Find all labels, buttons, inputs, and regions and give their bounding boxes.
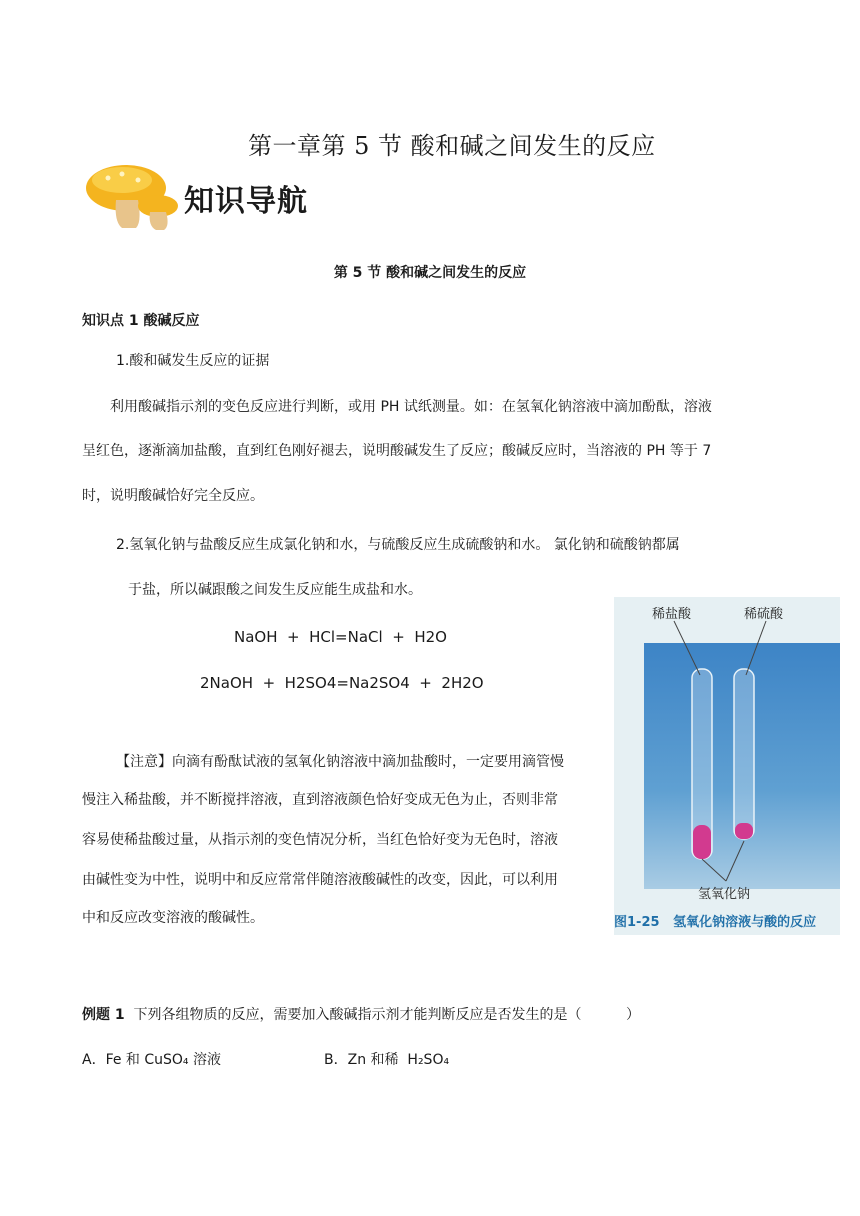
- equation-1: NaOH + HCl=NaCl + H2O: [234, 628, 447, 646]
- figure-caption: 图1-25 氢氧化钠溶液与酸的反应: [614, 915, 817, 930]
- paragraph-line: 时，说明酸碱恰好完全反应。: [82, 488, 264, 504]
- example-label: 例题 1: [82, 1007, 125, 1023]
- example-question: [82, 1004, 640, 1024]
- nav-title: 知识导航: [184, 184, 308, 219]
- knowledge-point-title: 知识点 1 酸碱反应: [82, 313, 200, 329]
- note-line: 由碱性变为中性，说明中和反应常常伴随溶液酸碱性的改变，因此，可以利用: [82, 872, 558, 888]
- mushroom-icon: [86, 150, 182, 234]
- label-naoh: 氢氧化钠: [698, 887, 751, 902]
- paragraph-line: 利用酸碱指示剂的变色反应进行判断，或用 PH 试纸测量。如：在氢氧化钠溶液中滴加酚酞，溶液: [110, 399, 712, 415]
- item2-line: 2.氢氧化钠与盐酸反应生成氯化钠和水，与硫酸反应生成硫酸钠和水。 氯化钠和硫酸钠都属: [116, 537, 680, 553]
- item2-line: 于盐，所以碱跟酸之间发生反应能生成盐和水。: [128, 582, 422, 598]
- paragraph-line: 呈红色，逐渐滴加盐酸，直到红色刚好褪去，说明酸碱发生了反应；酸碱反应时，当溶液的 PH 等于 7: [82, 443, 712, 459]
- note-line: 容易使稀盐酸过量，从指示剂的变色情况分析，当红色恰好变为无色时，溶液: [82, 832, 558, 848]
- example-question-text: 下列各组物质的反应，需要加入酸碱指示剂才能判断反应是否发生的是（ ）: [124, 1007, 641, 1023]
- item1-title: 1.酸和碱发生反应的证据: [116, 353, 270, 369]
- option-a: A．Fe 和 CuSO₄ 溶液: [82, 1052, 221, 1068]
- equation-2: 2NaOH + H2SO4=Na2SO4 + 2H2O: [200, 674, 484, 692]
- label-dilute-h2so4: 稀硫酸: [744, 607, 784, 622]
- figure-test-tubes: [614, 597, 840, 935]
- label-dilute-hcl: 稀盐酸: [652, 607, 692, 622]
- option-b: B．Zn 和稀 H₂SO₄: [324, 1052, 450, 1068]
- note-line: 【注意】向滴有酚酞试液的氢氧化钠溶液中滴加盐酸时，一定要用滴管慢: [116, 754, 564, 770]
- section-title: 第 5 节 酸和碱之间发生的反应: [333, 265, 527, 281]
- note-line: 中和反应改变溶液的酸碱性。: [82, 910, 264, 926]
- note-line: 慢注入稀盐酸，并不断搅拌溶液，直到溶液颜色恰好变成无色为止，否则非常: [82, 792, 558, 808]
- chapter-title: 第一章第 5 节 酸和碱之间发生的反应: [248, 132, 656, 160]
